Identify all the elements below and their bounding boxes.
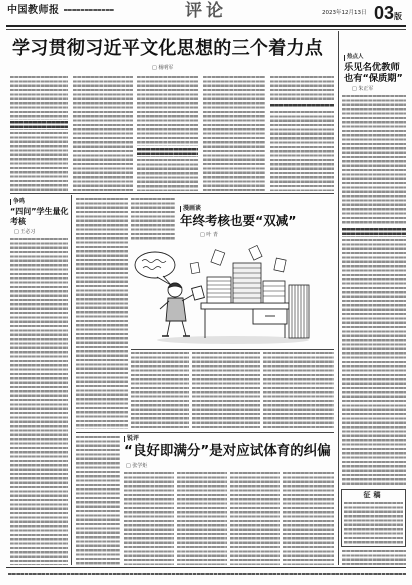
debate-byline: □ 王必习 (14, 229, 36, 235)
page-number (374, 4, 402, 23)
newspaper-logo: 中国教师报 (7, 5, 60, 16)
cartoon-article-text (131, 352, 189, 429)
desk (201, 303, 289, 338)
cartoon-bottom-rule (131, 349, 334, 350)
left-column-divider (71, 195, 72, 565)
masthead-rule-thin (6, 29, 406, 30)
debate-column-label: 争鸣 (10, 199, 25, 205)
sharp-comment-text (177, 472, 227, 565)
sharp-comment-text (283, 472, 334, 565)
lead-article-text (270, 76, 334, 102)
lead-article-subhead (137, 148, 198, 157)
lead-article-subhead (270, 104, 334, 108)
lead-article-text (73, 76, 133, 191)
masthead-rule-thick (6, 25, 406, 27)
call-for-papers-text (344, 502, 403, 544)
continued-article-text (76, 198, 128, 429)
paper-stacks (207, 263, 285, 303)
speech-bubble (135, 252, 175, 285)
cartoon-column-label: 漫画谈 (180, 206, 201, 212)
footer-rule (6, 567, 406, 568)
lead-article-bottom-rule (10, 193, 334, 194)
sharp-comment-top-rule (76, 432, 334, 433)
teacher-figure (160, 283, 204, 336)
lead-article-subhead (10, 121, 68, 130)
call-for-papers-title: 征稿 (363, 491, 384, 499)
sharp-comment-text (124, 472, 174, 565)
lead-article-text (137, 159, 198, 191)
sharp-comment-byline: □ 张学炬 (126, 463, 148, 469)
continued-article-text (131, 198, 175, 241)
section-title: 评论 (185, 1, 227, 21)
sidebar-divider (338, 31, 339, 565)
footer-credits (8, 573, 406, 577)
page-number-unit: 版 (394, 12, 403, 21)
sidebar-article-text (342, 95, 406, 225)
lead-article-text (270, 111, 334, 191)
cartoon-article-text (192, 352, 260, 429)
masthead-tagline (64, 9, 114, 11)
lead-article-text (10, 132, 68, 191)
cartoon-headline: 年终考核也要“双减” (180, 213, 297, 228)
cartoon-article-text (263, 352, 334, 429)
ground-shadow (157, 336, 309, 344)
lead-article-text (203, 76, 265, 191)
lead-article-text (10, 76, 68, 120)
sidebar-headline-line1: 乐见名优教师 (344, 62, 400, 73)
sidebar-headline-line2: 也有“保质期” (344, 73, 403, 84)
sharp-comment-text (230, 472, 280, 565)
debate-article-text (10, 238, 68, 565)
page-number-digits: 03 (374, 3, 395, 23)
lead-article-headline: 学习贯彻习近平文化思想的三个着力点 (12, 38, 324, 59)
cartoon-byline: □ 叶 青 (200, 232, 218, 238)
sharp-comment-column-label: 锐评 (124, 436, 139, 442)
continued-article-text (76, 436, 120, 565)
issue-date: 2023年12月13日 (322, 10, 367, 16)
sidebar-bottom-text (342, 550, 406, 565)
cartoon-illustration (133, 243, 311, 345)
file-box (289, 285, 309, 338)
lead-article-byline: □ 杨明军 (152, 65, 174, 71)
sidebar-article-subhead (342, 228, 406, 237)
sidebar-article-text (342, 239, 406, 486)
sidebar-byline: □ 朱正军 (352, 86, 374, 92)
sharp-comment-headline: “良好即满分”是对应试体育的纠偏 (124, 443, 331, 459)
debate-headline-line2: 考核 (10, 217, 26, 226)
lead-article-text (137, 76, 198, 146)
debate-headline-line1: “四问”学生量化 (10, 207, 69, 216)
sidebar-column-label: 热点人 (344, 55, 364, 61)
